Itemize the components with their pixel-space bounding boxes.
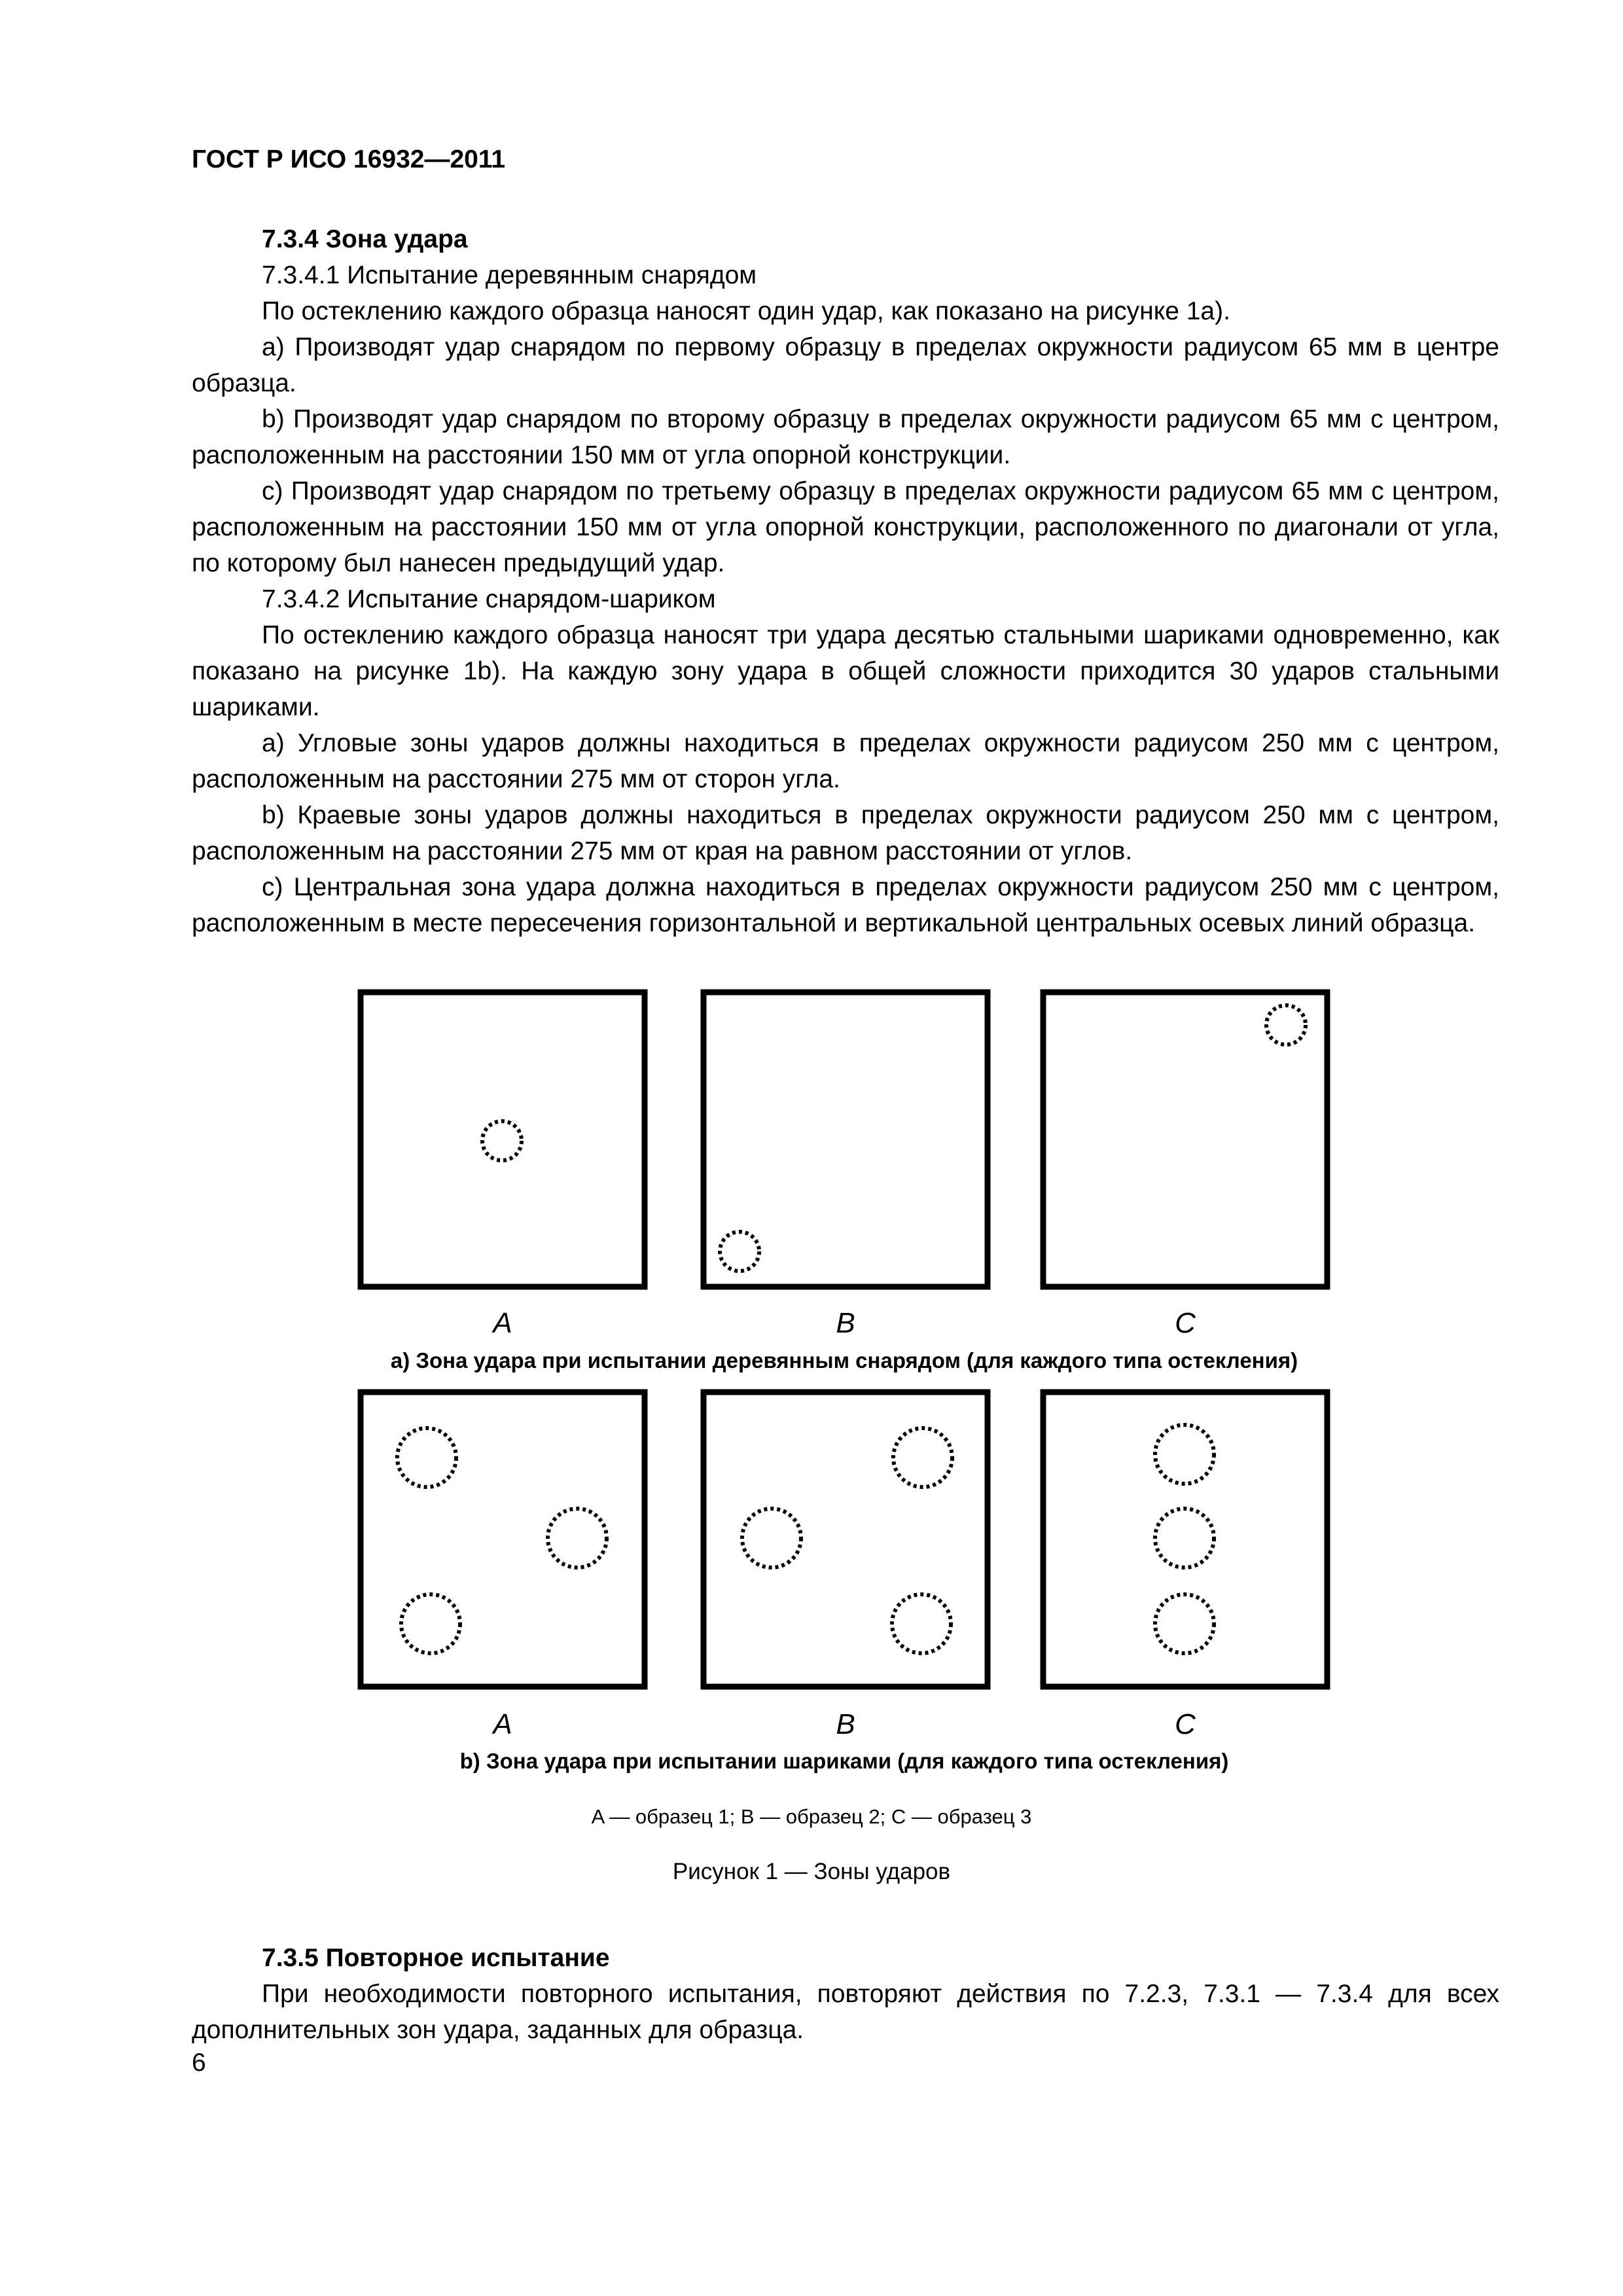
- figure-title: Рисунок 1 — Зоны ударов: [672, 1859, 951, 1884]
- paragraph: a) Производят удар снарядом по первому образцу в пределах окружности радиусом 65 мм в центре образца.: [192, 333, 1499, 397]
- impact-zone-circle: [893, 1428, 952, 1487]
- impact-zone-circle: [1155, 1594, 1214, 1653]
- impact-zone-circle: [742, 1509, 801, 1568]
- paragraph: При необходимости повторного испытания, повторяют действия по 7.2.3, 7.3.1 — 7.3.4 для всех дополнительных зон удара, заданных для образца.: [192, 1980, 1499, 2044]
- impact-zone-circle: [1155, 1425, 1214, 1484]
- paragraph: c) Производят удар снарядом по третьему образцу в пределах окружности радиусом 65 мм с центром, расположенным на расстоянии 150 мм от угла опорной конструкции, расположенного по диагонали от угла, по которому был нанесен предыдущий удар.: [192, 477, 1499, 577]
- impact-zone-circle: [892, 1594, 951, 1653]
- impact-zone-circle: [1155, 1509, 1214, 1568]
- section-heading: 7.3.4 Зона удара: [262, 225, 468, 253]
- paragraph: a) Угловые зоны ударов должны находиться в пределах окружности радиусом 250 мм с центром, расположенным на расстоянии 275 мм от сторон угла.: [192, 729, 1499, 793]
- section-heading: 7.3.5 Повторное испытание: [262, 1944, 610, 1972]
- figure-b-label-C: C: [1175, 1708, 1196, 1740]
- figure-a-caption: а) Зона удара при испытании деревянным снарядом (для каждого типа остекления): [390, 1348, 1298, 1372]
- paragraph: c) Центральная зона удара должна находиться в пределах окружности радиусом 250 мм с центром, расположенным в месте пересечения горизонтальной и вертикальной центральных осевых линий образца.: [192, 873, 1499, 937]
- paragraph: b) Краевые зоны ударов должны находиться в пределах окружности радиусом 250 мм с центром, расположенным на расстоянии 275 мм от края на равном расстоянии от углов.: [192, 801, 1499, 865]
- figure-legend: A — образец 1; B — образец 2; C — образец 3: [591, 1805, 1032, 1828]
- impact-zone-circle: [482, 1121, 522, 1160]
- paragraph: По остеклению каждого образца наносят три удара десятью стальными шариками одновременно, как показано на рисунке 1b). На каждую зону удара в общей сложности приходится 30 ударов стальными шариками.: [192, 621, 1499, 721]
- impact-zone-circle: [720, 1232, 759, 1271]
- specimen-b-frame-3: [1043, 1392, 1327, 1687]
- document-header: ГОСТ Р ИСО 16932—2011: [192, 145, 506, 173]
- section-7-3-5: [192, 1940, 1499, 2048]
- specimen-a-frame-1: [361, 992, 645, 1287]
- paragraph: По остеклению каждого образца наносят один удар, как показано на рисунке 1а).: [262, 297, 1230, 325]
- figure-b-label-B: B: [836, 1708, 855, 1740]
- paragraph: 7.3.4.2 Испытание снарядом-шариком: [262, 585, 716, 613]
- figure-a-label-A: A: [493, 1307, 512, 1339]
- page-number: 6: [192, 2049, 206, 2077]
- figure-b-label-A: A: [493, 1708, 512, 1740]
- specimen-a-frame-3: [1043, 992, 1327, 1287]
- specimen-a-frame-2: [704, 992, 988, 1287]
- figure-a-label-B: B: [836, 1307, 855, 1339]
- impact-zone-circle: [1266, 1005, 1306, 1045]
- paragraph: b) Производят удар снарядом по второму образцу в пределах окружности радиусом 65 мм с центром, расположенным на расстоянии 150 мм от угла опорной конструкции.: [192, 405, 1499, 469]
- figure-a-label-C: C: [1175, 1307, 1196, 1339]
- impact-zone-circle: [401, 1594, 460, 1653]
- paragraph: 7.3.4.1 Испытание деревянным снарядом: [262, 261, 757, 289]
- impact-zone-circle: [548, 1509, 607, 1568]
- impact-zone-circle: [397, 1428, 456, 1487]
- specimen-b-frame-1: [361, 1392, 645, 1687]
- figure-b-caption: b) Зона удара при испытании шариками (для каждого типа остекления): [459, 1749, 1229, 1773]
